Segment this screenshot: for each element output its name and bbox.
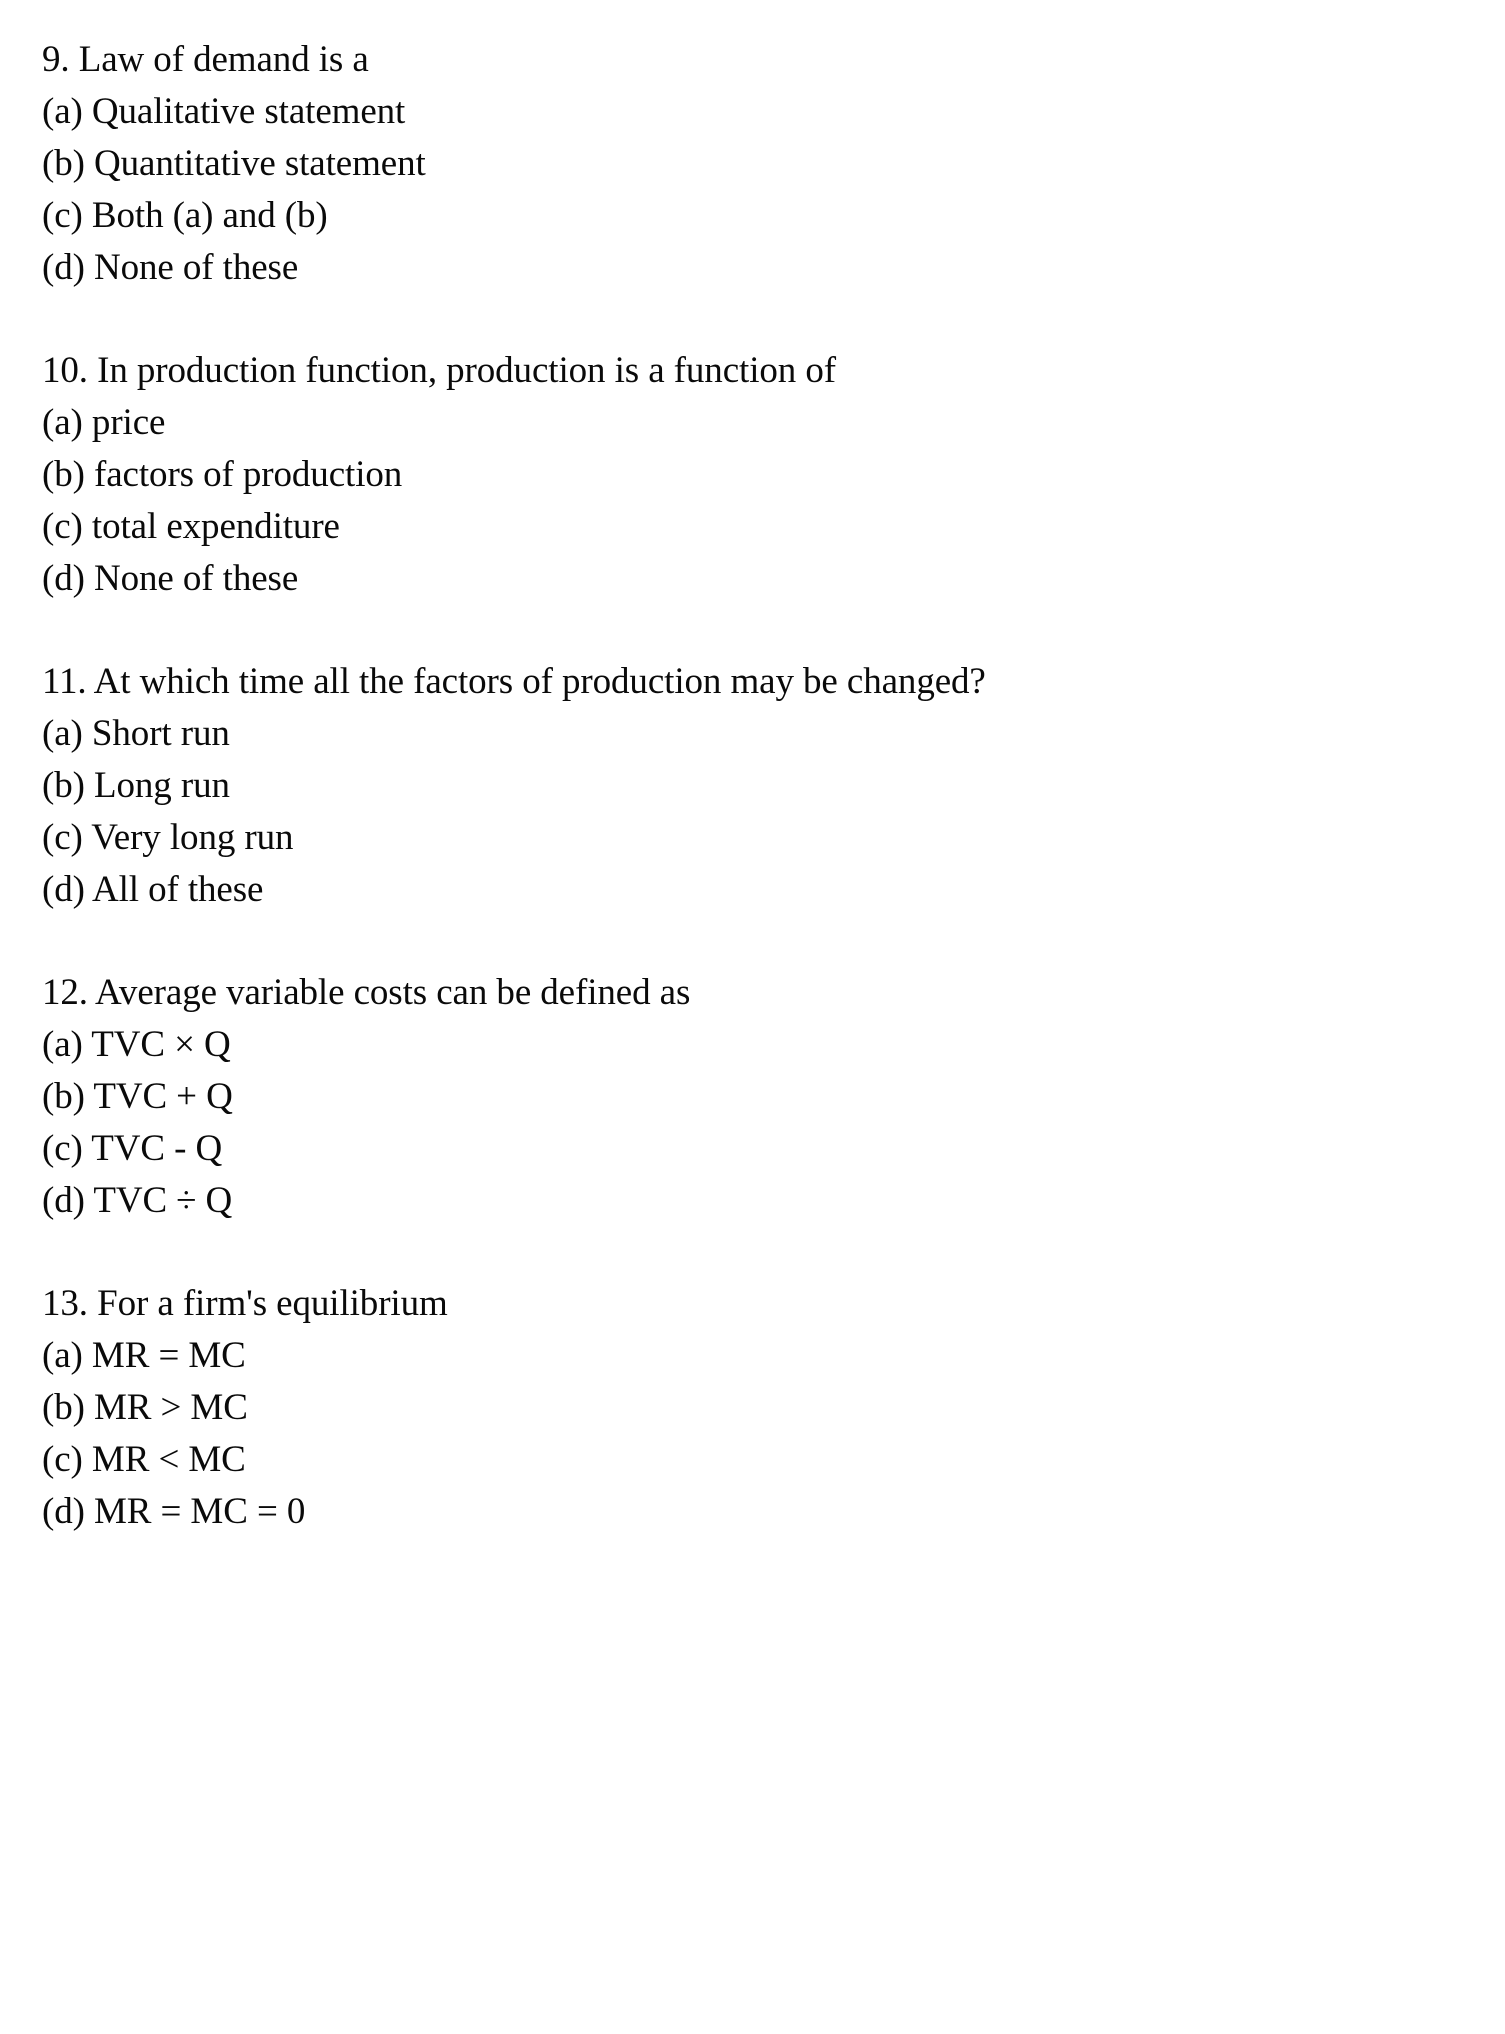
option-a[interactable]: (a) MR = MC <box>42 1335 246 1376</box>
option-c[interactable]: (c) Very long run <box>42 817 294 858</box>
option-c[interactable]: (c) Both (a) and (b) <box>42 195 328 236</box>
option-c[interactable]: (c) TVC - Q <box>42 1128 223 1169</box>
question-stem: 10. In production function, production is a function of <box>42 350 836 391</box>
option-d[interactable]: (d) None of these <box>42 247 299 288</box>
option-list <box>42 397 1445 605</box>
option-b[interactable]: (b) Quantitative statement <box>42 143 426 184</box>
option-list <box>42 86 1445 294</box>
option-a[interactable]: (a) Short run <box>42 713 230 754</box>
option-d[interactable]: (d) None of these <box>42 558 299 599</box>
question-block-13 <box>42 1278 1445 1538</box>
option-a[interactable]: (a) TVC × Q <box>42 1024 231 1065</box>
question-block-10 <box>42 345 1445 605</box>
option-b[interactable]: (b) TVC + Q <box>42 1076 233 1117</box>
question-block-9 <box>42 34 1445 294</box>
option-b[interactable]: (b) factors of production <box>42 454 403 495</box>
option-d[interactable]: (d) TVC ÷ Q <box>42 1180 233 1221</box>
question-stem: 13. For a firm's equilibrium <box>42 1283 448 1324</box>
option-a[interactable]: (a) price <box>42 402 166 443</box>
option-list <box>42 708 1445 916</box>
question-block-11 <box>42 656 1445 916</box>
option-c[interactable]: (c) MR < MC <box>42 1439 246 1480</box>
option-d[interactable]: (d) MR = MC = 0 <box>42 1491 306 1532</box>
option-list <box>42 1019 1445 1227</box>
option-b[interactable]: (b) Long run <box>42 765 230 806</box>
question-block-12 <box>42 967 1445 1227</box>
option-a[interactable]: (a) Qualitative statement <box>42 91 406 132</box>
question-stem: 12. Average variable costs can be defined as <box>42 972 691 1013</box>
option-list <box>42 1330 1445 1538</box>
question-stem: 11. At which time all the factors of production may be changed? <box>42 661 986 702</box>
question-stem: 9. Law of demand is a <box>42 39 369 80</box>
option-c[interactable]: (c) total expenditure <box>42 506 340 547</box>
option-b[interactable]: (b) MR > MC <box>42 1387 248 1428</box>
option-d[interactable]: (d) All of these <box>42 869 264 910</box>
